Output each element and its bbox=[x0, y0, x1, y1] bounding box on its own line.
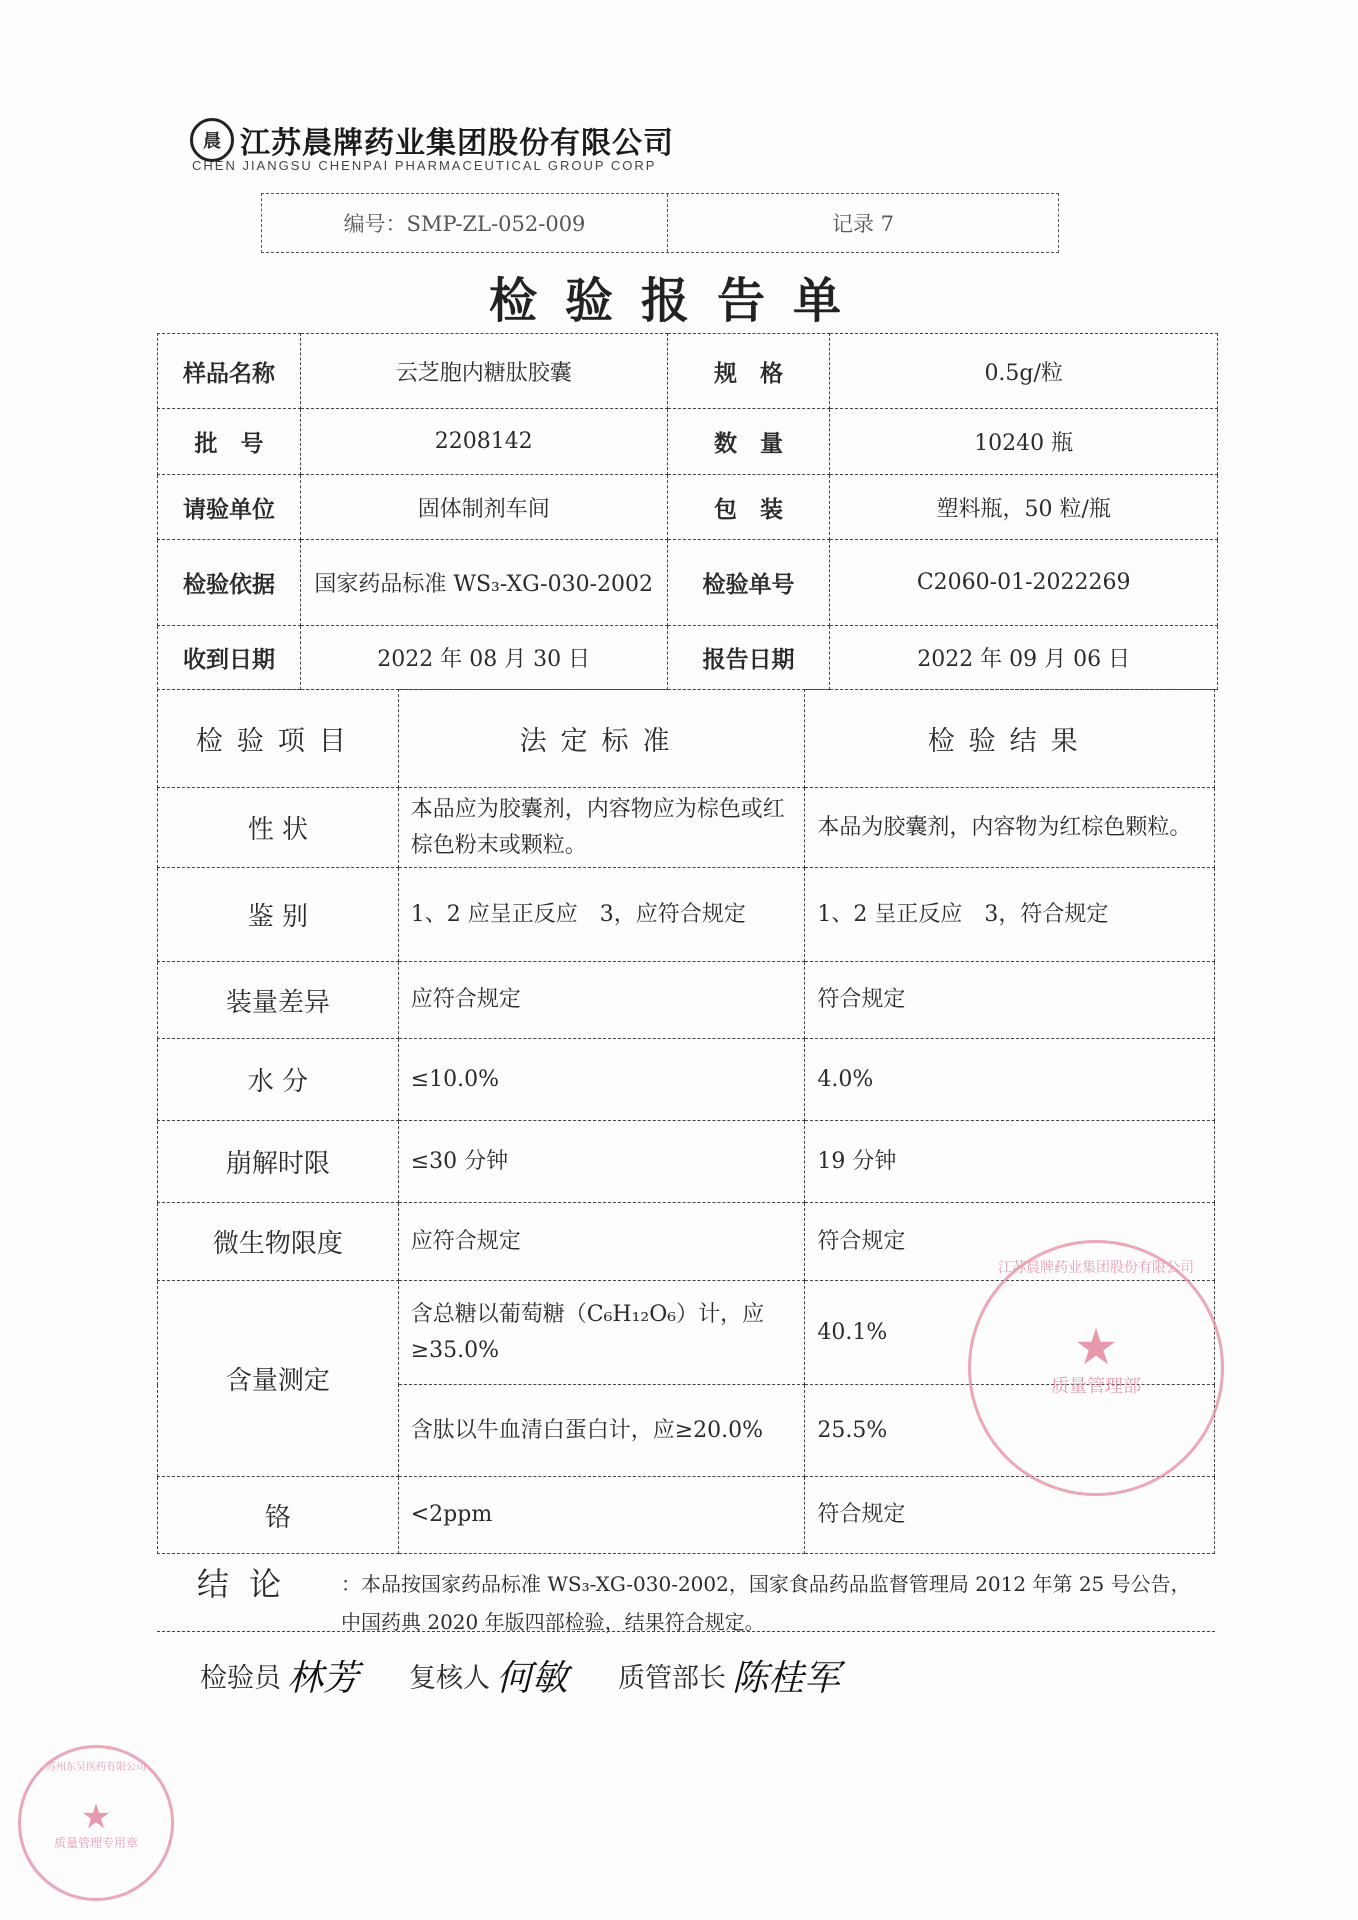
label: 样品名称 bbox=[158, 334, 301, 409]
test-item: 崩解时限 bbox=[158, 1121, 399, 1203]
col-header-result: 检验结果 bbox=[805, 690, 1215, 788]
test-result: 符合规定 bbox=[805, 1477, 1215, 1554]
stamp-text: 质量管理部 bbox=[1051, 1376, 1141, 1397]
test-result: 1、2 呈正反应 3，符合规定 bbox=[805, 868, 1215, 962]
document-code-box bbox=[261, 193, 1059, 253]
info-row bbox=[158, 475, 1218, 540]
label: 批 号 bbox=[158, 409, 301, 475]
label: 报告日期 bbox=[667, 626, 830, 690]
test-item: 含量测定 bbox=[158, 1281, 399, 1477]
stamp-text: 苏州东吴医药有限公司 bbox=[46, 1762, 146, 1773]
value: 2022 年 09 月 06 日 bbox=[830, 626, 1218, 690]
test-item: 鉴 别 bbox=[158, 868, 399, 962]
info-row bbox=[158, 626, 1218, 690]
qa-department-stamp bbox=[968, 1240, 1224, 1496]
test-result: 符合规定 bbox=[805, 1203, 1215, 1281]
sample-info-table bbox=[157, 333, 1218, 690]
reviewer-label: 复核人 bbox=[409, 1663, 491, 1694]
test-standard: 含肽以牛血清白蛋白计，应≥20.0% bbox=[398, 1385, 805, 1477]
table-row bbox=[158, 1039, 1215, 1121]
value: 2022 年 08 月 30 日 bbox=[300, 626, 667, 690]
label: 数 量 bbox=[667, 409, 830, 475]
qa-head-label: 质管部长 bbox=[618, 1663, 727, 1694]
value: 云芝胞内糖肽胶囊 bbox=[300, 334, 667, 409]
table-row bbox=[158, 1121, 1215, 1203]
inspector-label: 检验员 bbox=[200, 1663, 281, 1694]
test-standard: 1、2 应呈正反应 3，应符合规定 bbox=[398, 868, 805, 962]
test-item: 装量差异 bbox=[158, 962, 399, 1039]
header-row bbox=[158, 690, 1215, 788]
stamp-text: 质量管理专用章 bbox=[53, 1836, 138, 1850]
value: C2060-01-2022269 bbox=[830, 540, 1218, 626]
test-standard: 应符合规定 bbox=[398, 962, 805, 1039]
label: 检验依据 bbox=[158, 540, 301, 626]
signature-row bbox=[200, 1650, 1200, 1701]
info-row bbox=[158, 540, 1218, 626]
test-result: 符合规定 bbox=[805, 962, 1215, 1039]
star-icon: ★ bbox=[1073, 1318, 1119, 1376]
test-standard: ≤10.0% bbox=[398, 1039, 805, 1121]
value: 2208142 bbox=[300, 409, 667, 475]
col-header-standard: 法定标准 bbox=[398, 690, 805, 788]
test-result: 25.5% bbox=[805, 1385, 1215, 1477]
logo-icon: 晨 bbox=[190, 118, 234, 162]
info-row bbox=[158, 334, 1218, 409]
test-standard: <2ppm bbox=[398, 1477, 805, 1554]
test-result: 本品为胶囊剂，内容物为红棕色颗粒。 bbox=[805, 788, 1215, 868]
test-item: 性 状 bbox=[158, 788, 399, 868]
test-result: 4.0% bbox=[805, 1039, 1215, 1121]
conclusion bbox=[157, 1553, 1215, 1632]
doc-number: 编号：SMP-ZL-052-009 bbox=[262, 194, 668, 252]
info-row bbox=[158, 409, 1218, 475]
col-header-item: 检验项目 bbox=[158, 690, 399, 788]
value: 国家药品标准 WS₃-XG-030-2002 bbox=[300, 540, 667, 626]
table-row bbox=[158, 868, 1215, 962]
table-row bbox=[158, 962, 1215, 1039]
test-result: 40.1% bbox=[805, 1281, 1215, 1385]
test-standard: 应符合规定 bbox=[398, 1203, 805, 1281]
label: 检验单号 bbox=[667, 540, 830, 626]
label: 请验单位 bbox=[158, 475, 301, 540]
page-title: 检验报告单 bbox=[488, 273, 869, 329]
inspector-signature: 林芳 bbox=[287, 1658, 360, 1699]
test-standard: 本品应为胶囊剂，内容物应为棕色或红棕色粉末或颗粒。 bbox=[398, 788, 805, 868]
record-number: 记录 7 bbox=[831, 212, 895, 236]
distributor-stamp bbox=[18, 1745, 174, 1901]
label: 规 格 bbox=[667, 334, 830, 409]
value: 0.5g/粒 bbox=[830, 334, 1218, 409]
test-result: 19 分钟 bbox=[805, 1121, 1215, 1203]
test-item: 水 分 bbox=[158, 1039, 399, 1121]
qa-head-signature: 陈桂军 bbox=[732, 1658, 841, 1699]
test-item: 铬 bbox=[158, 1477, 399, 1554]
table-row bbox=[158, 788, 1215, 868]
value: 固体制剂车间 bbox=[300, 475, 667, 540]
conclusion-label: 结论 bbox=[197, 1565, 302, 1603]
test-standard: 含总糖以葡萄糖（C₆H₁₂O₆）计，应≥35.0% bbox=[398, 1281, 805, 1385]
test-item: 微生物限度 bbox=[158, 1203, 399, 1281]
value: 10240 瓶 bbox=[830, 409, 1218, 475]
reviewer-signature: 何敏 bbox=[496, 1658, 569, 1699]
company-logo bbox=[190, 118, 674, 162]
label: 包 装 bbox=[667, 475, 830, 540]
conclusion-text: ：本品按国家药品标准 WS₃-XG-030-2002，国家食品药品监督管理局 2012 年第 25 号公告，中国药典 2020 年版四部检验，结果符合规定。 bbox=[341, 1572, 1191, 1634]
value: 塑料瓶，50 粒/瓶 bbox=[830, 475, 1218, 540]
company-name-en: CHEN JIANGSU CHENPAI PHARMACEUTICAL GROUP CORP bbox=[192, 158, 657, 173]
label: 收到日期 bbox=[158, 626, 301, 690]
company-name-cn: 江苏晨牌药业集团股份有限公司 bbox=[240, 126, 674, 161]
star-icon: ★ bbox=[80, 1797, 112, 1837]
test-standard: ≤30 分钟 bbox=[398, 1121, 805, 1203]
stamp-text: 江苏晨牌药业集团股份有限公司 bbox=[998, 1260, 1194, 1276]
